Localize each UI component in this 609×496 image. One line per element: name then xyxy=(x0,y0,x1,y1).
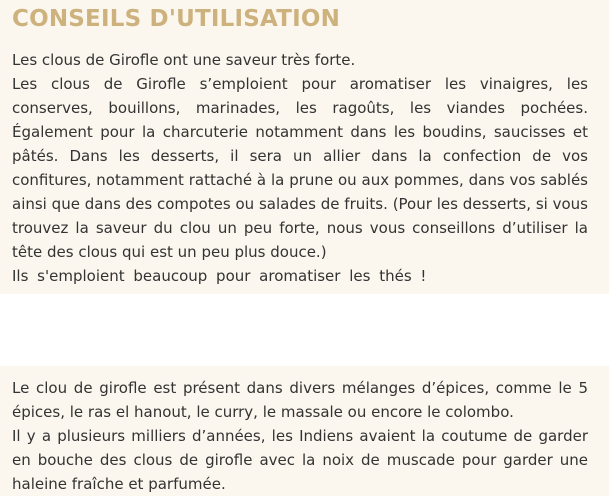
paragraph-spice-blends: Le clou de girofle est présent dans divers mélanges d’épices, comme le 5 épices, le ras el hanout, le curry, le massale ou encore le colombo. xyxy=(12,379,588,421)
paragraph-flavor: Les clous de Girofle ont une saveur très forte. xyxy=(12,51,356,69)
usage-advice-text xyxy=(12,48,588,496)
blank-area xyxy=(0,294,609,366)
paragraph-history: Il y a plusieurs milliers d’années, les Indiens avaient la coutume de garder en bouche des clous de girofle avec la noix de muscade pour garder une haleine fraîche et parfumée. xyxy=(12,427,588,493)
paragraph-teas: Ils s'emploient beaucoup pour aromatiser les thés ! xyxy=(12,267,427,285)
section-title: CONSEILS D'UTILISATION xyxy=(12,6,341,32)
paragraph-uses: Les clous de Girofle s’emploient pour aromatiser les vinaigres, les conserves, bouillons, marinades, les ragoûts, les viandes pochées. Également pour la charcuterie notamment dans les boudins, saucisses et pâtés. Dans les desserts, il sera un allier dans la confection de vos confitures, notamment rattaché à la prune ou aux pommes, dans vos sablés ainsi que dans des compotes ou salades de fruits. (Pour les desserts, si vous trouvez la saveur du clou un peu forte, nous vous conseillons d’utiliser la tête des clous qui est un peu plus douce.) xyxy=(12,75,588,261)
